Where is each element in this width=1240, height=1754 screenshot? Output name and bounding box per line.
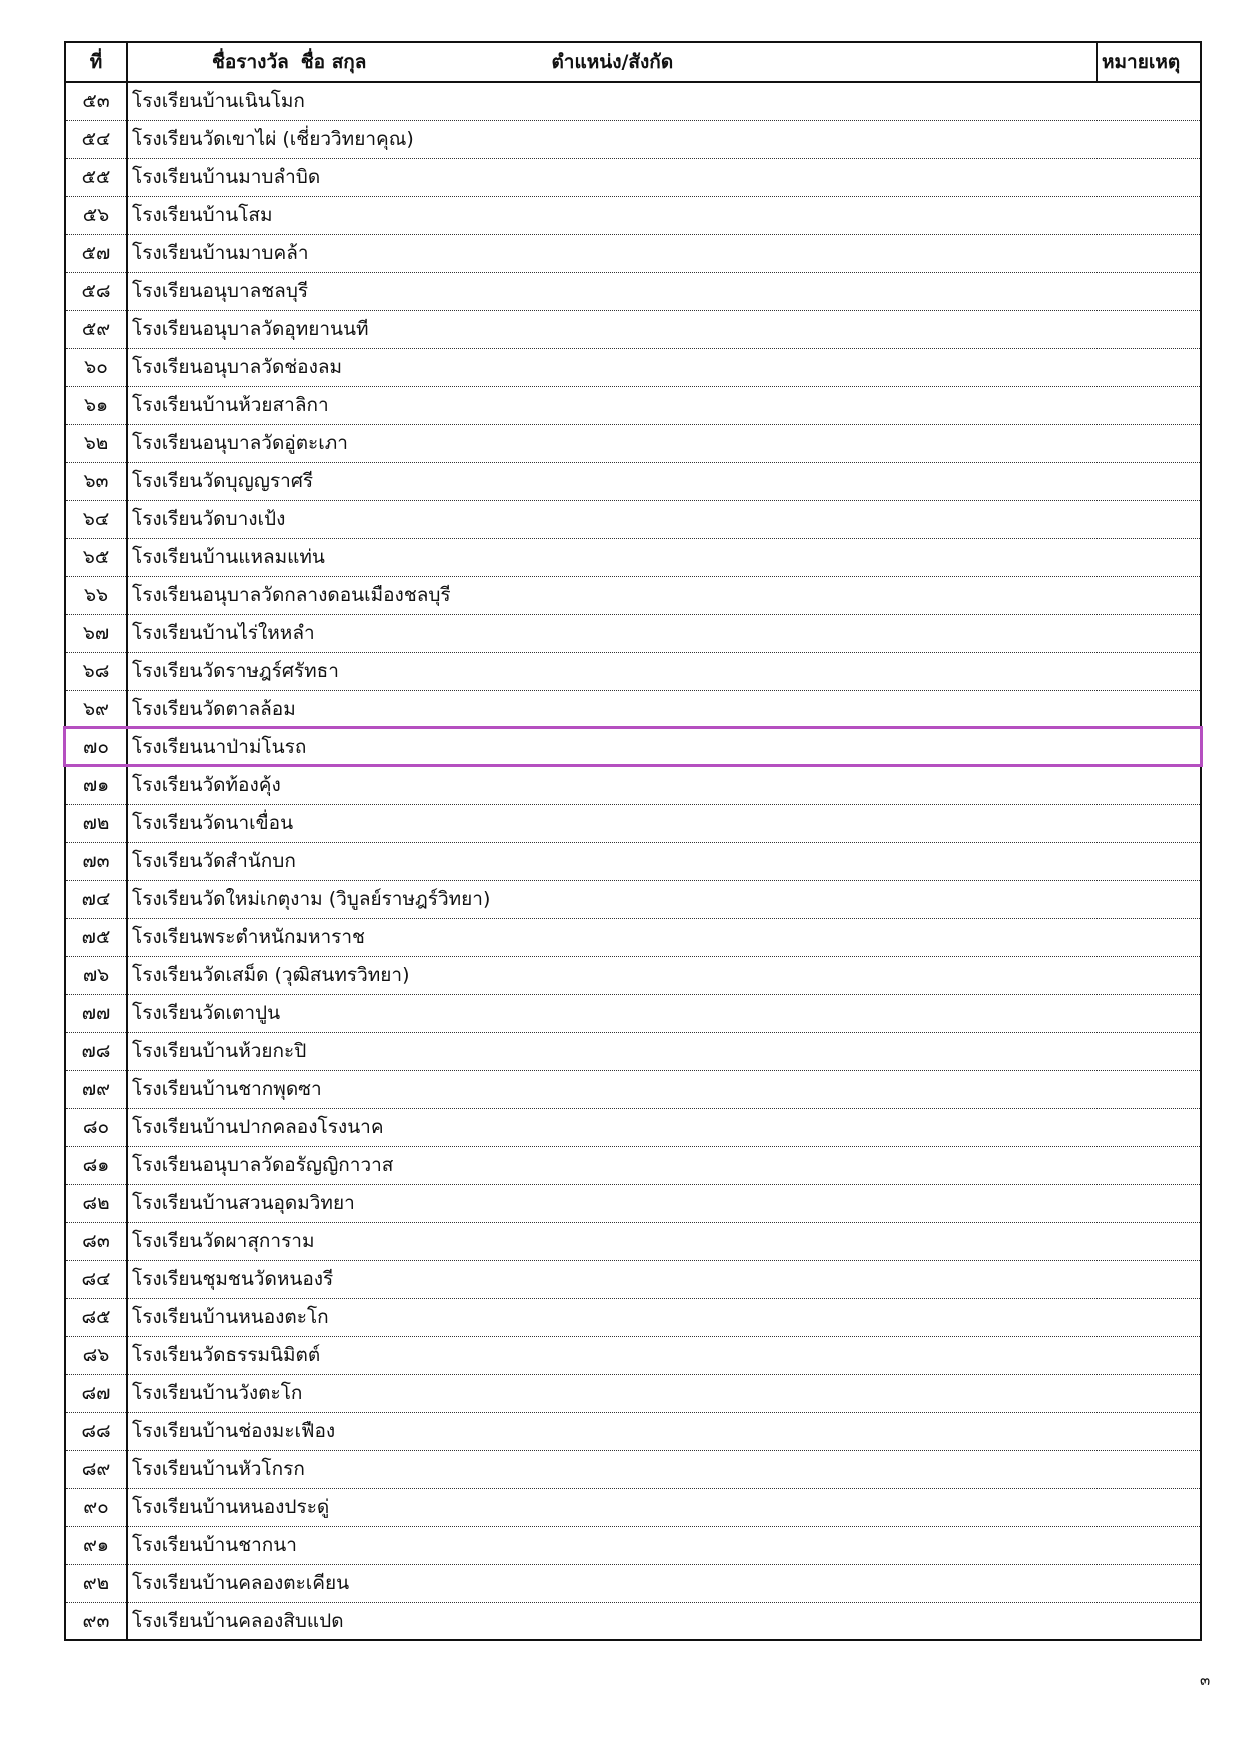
row-school-name: โรงเรียนบ้านแหลมแท่น [127, 538, 1201, 576]
table-row [65, 1260, 1201, 1298]
table-row [65, 1108, 1201, 1146]
row-school-name: โรงเรียนวัดเขาไผ่ (เชี่ยววิทยาคุณ) [127, 120, 1201, 158]
row-number: ๖๙ [65, 690, 127, 728]
table-row [65, 1184, 1201, 1222]
table-header-row [65, 42, 1201, 82]
table-row [65, 690, 1201, 728]
row-number: ๙๐ [65, 1488, 127, 1526]
row-school-name: โรงเรียนชุมชนวัดหนองรี [127, 1260, 1201, 1298]
row-school-name: โรงเรียนบ้านชากพุดซา [127, 1070, 1201, 1108]
row-school-name: โรงเรียนบ้านมาบลำบิด [127, 158, 1201, 196]
table-row [65, 500, 1201, 538]
row-school-name: โรงเรียนบ้านหัวโกรก [127, 1450, 1201, 1488]
row-school-name: โรงเรียนบ้านมาบคล้า [127, 234, 1201, 272]
row-number: ๗๑ [65, 766, 127, 804]
row-school-name: โรงเรียนวัดราษฎร์ศรัทธา [127, 652, 1201, 690]
header-full-name: ชื่อ สกุล [300, 51, 367, 73]
row-number: ๙๒ [65, 1564, 127, 1602]
table-row [65, 994, 1201, 1032]
row-number: ๖๓ [65, 462, 127, 500]
row-number: ๖๕ [65, 538, 127, 576]
table-row [65, 196, 1201, 234]
header-award-name: ชื่อรางวัล [212, 51, 289, 73]
table-row [65, 804, 1201, 842]
table-row [65, 766, 1201, 804]
row-school-name: โรงเรียนบ้านสวนอุดมวิทยา [127, 1184, 1201, 1222]
row-school-name: โรงเรียนวัดเสม็ด (วุฒิสนทรวิทยา) [127, 956, 1201, 994]
row-school-name: โรงเรียนพระตำหนักมหาราช [127, 918, 1201, 956]
row-number: ๗๒ [65, 804, 127, 842]
header-position: ตำแหน่ง/สังกัด [551, 51, 674, 73]
table-row [65, 1450, 1201, 1488]
row-number: ๗๘ [65, 1032, 127, 1070]
row-number: ๖๘ [65, 652, 127, 690]
award-table [64, 41, 1202, 1641]
row-number: ๖๖ [65, 576, 127, 614]
row-school-name: โรงเรียนบ้านห้วยกะปิ [127, 1032, 1201, 1070]
table-row [65, 1146, 1201, 1184]
table-row [65, 310, 1201, 348]
row-number: ๕๓ [65, 82, 127, 120]
row-number: ๘๓ [65, 1222, 127, 1260]
table-row [65, 880, 1201, 918]
header-no: ที่ [65, 42, 127, 82]
table-row [65, 956, 1201, 994]
row-school-name: โรงเรียนบ้านคลองสิบแปด [127, 1602, 1201, 1640]
header-note: หมายเหตุ [1097, 42, 1201, 82]
award-table-sheet [64, 41, 1200, 1641]
row-school-name: โรงเรียนวัดบางเป้ง [127, 500, 1201, 538]
row-school-name: โรงเรียนนาป่าม่โนรถ [127, 728, 1201, 766]
row-school-name: โรงเรียนอนุบาลวัดอรัญญิกาวาส [127, 1146, 1201, 1184]
row-school-name: โรงเรียนวัดเตาปูน [127, 994, 1201, 1032]
row-number: ๘๒ [65, 1184, 127, 1222]
table-row [65, 120, 1201, 158]
page-number: ๓ [1200, 1671, 1211, 1689]
row-number: ๕๙ [65, 310, 127, 348]
row-number: ๖๗ [65, 614, 127, 652]
table-row [65, 1336, 1201, 1374]
row-number: ๗๖ [65, 956, 127, 994]
row-number: ๕๔ [65, 120, 127, 158]
row-number: ๘๘ [65, 1412, 127, 1450]
row-number: ๘๕ [65, 1298, 127, 1336]
row-number: ๕๖ [65, 196, 127, 234]
table-row [65, 652, 1201, 690]
table-row [65, 1526, 1201, 1564]
row-number: ๖๐ [65, 348, 127, 386]
row-number: ๗๔ [65, 880, 127, 918]
row-school-name: โรงเรียนบ้านช่องมะเฟือง [127, 1412, 1201, 1450]
table-row [65, 1298, 1201, 1336]
table-row [65, 1032, 1201, 1070]
row-school-name: โรงเรียนอนุบาลชลบุรี [127, 272, 1201, 310]
table-row [65, 462, 1201, 500]
table-row [65, 424, 1201, 462]
table-row [65, 1564, 1201, 1602]
row-number: ๘๐ [65, 1108, 127, 1146]
row-school-name: โรงเรียนบ้านโสม [127, 196, 1201, 234]
row-school-name: โรงเรียนวัดบุญญราศรี [127, 462, 1201, 500]
row-school-name: โรงเรียนบ้านไร่ใหหลำ [127, 614, 1201, 652]
row-number: ๕๘ [65, 272, 127, 310]
row-number: ๘๑ [65, 1146, 127, 1184]
table-row [65, 1488, 1201, 1526]
table-row [65, 614, 1201, 652]
row-school-name: โรงเรียนวัดนาเขื่อน [127, 804, 1201, 842]
row-number: ๗๙ [65, 1070, 127, 1108]
row-school-name: โรงเรียนบ้านเนินโมก [127, 82, 1201, 120]
row-number: ๗๓ [65, 842, 127, 880]
row-number: ๙๓ [65, 1602, 127, 1640]
row-number: ๙๑ [65, 1526, 127, 1564]
row-school-name: โรงเรียนบ้านห้วยสาลิกา [127, 386, 1201, 424]
table-row [65, 1602, 1201, 1640]
row-number: ๖๒ [65, 424, 127, 462]
row-school-name: โรงเรียนวัดธรรมนิมิตต์ [127, 1336, 1201, 1374]
row-number: ๘๗ [65, 1374, 127, 1412]
header-name-position [127, 42, 1097, 82]
row-number: ๗๐ [65, 728, 127, 766]
table-row [65, 728, 1201, 766]
table-row [65, 538, 1201, 576]
row-school-name: โรงเรียนบ้านชากนา [127, 1526, 1201, 1564]
row-number: ๖๑ [65, 386, 127, 424]
row-school-name: โรงเรียนบ้านหนองประดู่ [127, 1488, 1201, 1526]
row-number: ๘๔ [65, 1260, 127, 1298]
row-number: ๖๔ [65, 500, 127, 538]
row-number: ๗๗ [65, 994, 127, 1032]
table-body [65, 82, 1201, 1640]
table-row [65, 82, 1201, 120]
row-number: ๘๖ [65, 1336, 127, 1374]
table-row [65, 1374, 1201, 1412]
row-school-name: โรงเรียนอนุบาลวัดช่องลม [127, 348, 1201, 386]
table-row [65, 1412, 1201, 1450]
row-school-name: โรงเรียนอนุบาลวัดกลางดอนเมืองชลบุรี [127, 576, 1201, 614]
table-row [65, 576, 1201, 614]
row-number: ๕๗ [65, 234, 127, 272]
table-row [65, 234, 1201, 272]
table-row [65, 158, 1201, 196]
row-number: ๘๙ [65, 1450, 127, 1488]
row-school-name: โรงเรียนวัดท้องคุ้ง [127, 766, 1201, 804]
row-school-name: โรงเรียนวัดสำนักบก [127, 842, 1201, 880]
row-school-name: โรงเรียนบ้านคลองตะเคียน [127, 1564, 1201, 1602]
row-number: ๗๕ [65, 918, 127, 956]
row-school-name: โรงเรียนวัดผาสุการาม [127, 1222, 1201, 1260]
table-row [65, 1070, 1201, 1108]
table-row [65, 918, 1201, 956]
row-school-name: โรงเรียนบ้านหนองตะโก [127, 1298, 1201, 1336]
row-school-name: โรงเรียนวัดตาลล้อม [127, 690, 1201, 728]
table-row [65, 842, 1201, 880]
table-row [65, 348, 1201, 386]
table-row [65, 272, 1201, 310]
table-row [65, 386, 1201, 424]
table-row [65, 1222, 1201, 1260]
row-school-name: โรงเรียนอนุบาลวัดอุทยานนที [127, 310, 1201, 348]
row-number: ๕๕ [65, 158, 127, 196]
row-school-name: โรงเรียนวัดใหม่เกตุงาม (วิบูลย์ราษฎร์วิทยา) [127, 880, 1201, 918]
row-school-name: โรงเรียนบ้านวังตะโก [127, 1374, 1201, 1412]
row-school-name: โรงเรียนบ้านปากคลองโรงนาค [127, 1108, 1201, 1146]
row-school-name: โรงเรียนอนุบาลวัดอู่ตะเภา [127, 424, 1201, 462]
